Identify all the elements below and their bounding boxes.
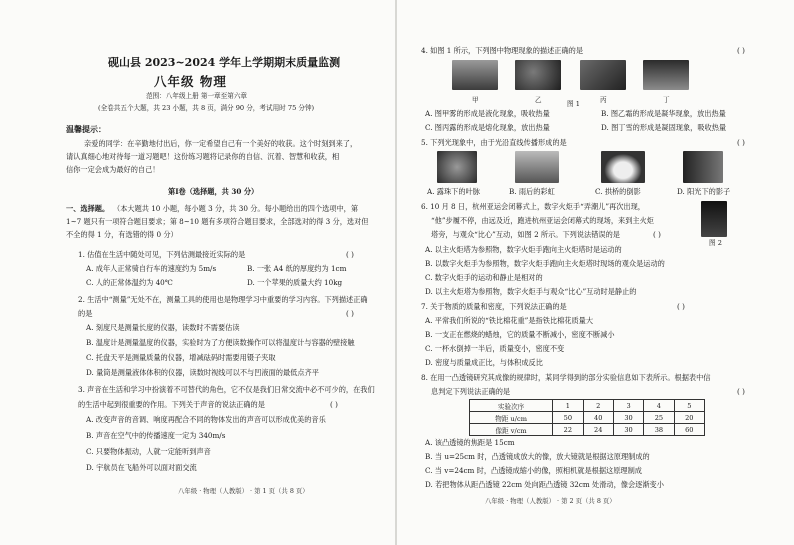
question-stem: 的是 <box>78 309 93 318</box>
option[interactable]: C. 一杯水倒掉一半后，质量变小，密度不变 <box>425 344 565 353</box>
question-stem: 的生活中起到很重要的作用。下列关于声音的说法正确的是 <box>78 400 265 409</box>
part1-desc: （本大题共 10 小题，每小题 3 分，共 30 分。每小题给出的四个选项中，第 <box>113 204 359 213</box>
table-cell: 实验次序 <box>470 400 553 412</box>
option[interactable]: D. 阳光下的影子 <box>677 187 731 196</box>
table-cell: 1 <box>553 400 583 412</box>
option[interactable]: B. 声音在空气中的传播速度一定为 340m/s <box>86 431 226 440</box>
table-cell: 2 <box>583 400 613 412</box>
option[interactable]: C. 拱桥的倒影 <box>595 187 641 196</box>
table-cell: 22 <box>553 424 583 436</box>
option[interactable]: B. 当 u=25cm 时，凸透镜成放大的像，放大镜就是根据这原理制成的 <box>425 452 650 461</box>
frost-image <box>515 60 561 90</box>
option[interactable]: B. 雨后的彩虹 <box>509 187 555 196</box>
table-cell: 30 <box>613 412 643 424</box>
section-title: 第Ⅰ卷（选择题，共 30 分） <box>168 187 259 196</box>
shadow-image <box>683 151 723 183</box>
option[interactable]: C. 人的正常体温约为 40℃ <box>86 278 173 287</box>
table-cell: 30 <box>613 424 643 436</box>
exam-page-2 <box>397 0 794 545</box>
exam-scope: 范围：八年级上册 第一章至第六章 <box>146 92 248 100</box>
option[interactable]: D. 图丁雪的形成是凝固现象，吸收热量 <box>601 123 727 132</box>
snow-image <box>643 60 689 90</box>
tips-line: 信你一定会成为最好的自己！ <box>66 165 160 174</box>
question-stem: 2. 生活中“测量”无处不在，测量工具的使用也是物理学习中重要的学习内容。下列描述正确 <box>78 295 368 304</box>
option[interactable]: B. 温度计是测量温度的仪器，实验时为了方便读数操作可以将温度计与容器的壁接触 <box>86 338 355 347</box>
table-cell: 24 <box>583 424 613 436</box>
table-cell: 60 <box>674 424 704 436</box>
bridge-reflection-image <box>601 151 645 183</box>
tips-line: 请认真细心地对待每一道习题吧！这份练习题将记录你的自信、沉着、智慧和收获，相 <box>66 152 340 161</box>
question-stem: 5. 下列光现象中，由于光沿直线传播形成的是 <box>421 138 567 147</box>
option[interactable]: A. 成年人正常骑自行车的速度约为 5m/s <box>86 264 217 273</box>
question-stem: 塔旁，与观众“比心”互动，如图 2 所示。下列说法错误的是 <box>431 230 620 239</box>
dewdrop-leaf-image <box>437 151 477 183</box>
option[interactable]: B. 一张 A4 纸的厚度约为 1cm <box>247 264 347 273</box>
digital-torchbearer-image <box>701 201 727 237</box>
option[interactable]: C. 只要物体振动，人就一定能听到声音 <box>86 447 211 456</box>
tips-line: 亲爱的同学：在辛勤地付出后，你一定希望自己有一个美好的收获。这个时刻到来了， <box>84 139 358 148</box>
table-cell: 20 <box>674 412 704 424</box>
table-row <box>470 424 705 436</box>
option[interactable]: D. 一个苹果的质量大约 10kg <box>247 278 343 287</box>
table-header-row <box>470 400 705 412</box>
option[interactable]: D. 量筒是测量液体体积的仪器，读数时视线可以不与凹液面的最低点齐平 <box>86 368 319 377</box>
option[interactable]: B. 图乙霜的形成是凝华现象，放出热量 <box>601 109 726 118</box>
option[interactable]: A. 该凸透镜的焦距是 15cm <box>425 438 515 447</box>
table-row <box>470 412 705 424</box>
figure-caption: 图 1 <box>567 100 580 108</box>
table-cell: 3 <box>613 400 643 412</box>
question-stem: 8. 在用一凸透镜研究其成像的规律时，某同学得到的部分实验信息如下表所示。根据表中信 <box>421 373 711 382</box>
option[interactable]: A. 图甲雾的形成是液化现象，吸收热量 <box>425 109 550 118</box>
answer-blank[interactable]: ( ) <box>737 46 745 55</box>
exam-subtitle: 八年级 物理 <box>154 74 227 89</box>
table-cell: 38 <box>644 424 674 436</box>
table-cell: 5 <box>674 400 704 412</box>
page-footer: 八年级 · 物理（人教版） · 第 1 页（共 8 页） <box>178 487 309 495</box>
answer-blank[interactable]: ( ) <box>677 302 685 311</box>
page-footer: 八年级 · 物理（人教版） · 第 2 页（共 8 页） <box>485 497 616 505</box>
question-stem: 息判定下列说法正确的是 <box>431 387 511 396</box>
option[interactable]: D. 密度与质量成正比，与体积成反比 <box>425 358 543 367</box>
picture-label: 丁 <box>663 96 670 104</box>
part1-desc: 不全的得 1 分，有选错的得 0 分） <box>66 230 178 239</box>
option[interactable]: C. 当 v=24cm 时，凸透镜成缩小的像，照相机就是根据这原理制成 <box>425 466 642 475</box>
option[interactable]: C. 图丙露的形成是熔化现象，放出热量 <box>425 123 550 132</box>
answer-blank[interactable]: ( ) <box>653 230 661 239</box>
exam-title: 砚山县 2023~2024 学年上学期期末质量监测 <box>108 56 341 69</box>
option[interactable]: B. 一支正在燃烧的蜡烛，它的质量不断减小，密度不断减小 <box>425 330 615 339</box>
answer-blank[interactable]: ( ) <box>330 400 338 409</box>
option[interactable]: B. 以数字火炬手为参照物，数字火炬手跑向主火炬塔时现场的观众是运动的 <box>425 259 665 268</box>
dew-image <box>580 60 626 90</box>
exam-page-1 <box>0 0 395 545</box>
option[interactable]: A. 露珠下的叶脉 <box>427 187 480 196</box>
part1-desc: 1~7 题只有一项符合题目要求；第 8~10 题有多项符合题目要求，全部选对的得 3 分，选对但 <box>66 217 369 226</box>
exam-note: (全卷共五个大题，共 23 小题，共 8 页，满分 90 分，考试用时 75 分钟) <box>98 104 315 112</box>
option[interactable]: C. 托盘天平是测量质量的仪器，增减砝码时需要用镊子夹取 <box>86 353 276 362</box>
picture-label: 乙 <box>535 96 542 104</box>
answer-blank[interactable]: ( ) <box>737 138 745 147</box>
option[interactable]: D. 以主火炬塔为参照物，数字火炬手与观众“比心”互动时是静止的 <box>425 287 637 296</box>
option[interactable]: A. 刻度尺是测量长度的仪器，读数时不需要估读 <box>86 323 240 332</box>
option[interactable]: A. 以主火炬塔为参照物，数字火炬手跑向主火炬塔时是运动的 <box>425 245 622 254</box>
answer-blank[interactable]: ( ) <box>346 309 354 318</box>
option[interactable]: D. 宇航员在飞船外可以面对面交流 <box>86 463 197 472</box>
question-stem: 4. 如图 1 所示，下列图中物理现象的描述正确的是 <box>421 46 584 55</box>
question-stem: “他”步履不停，由远及近，跑进杭州亚运会闭幕式的现场，来到主火炬 <box>431 216 654 225</box>
option[interactable]: D. 若把物体从距凸透镜 22cm 处向距凸透镜 32cm 处滑动，像会逐渐变小 <box>425 480 664 489</box>
table-cell: 50 <box>553 412 583 424</box>
table-cell: 40 <box>583 412 613 424</box>
table-cell: 物距 u/cm <box>470 412 553 424</box>
part1-title: 一、选择题。 <box>66 204 110 213</box>
question-stem: 7. 关于物质的质量和密度，下列说法正确的是 <box>421 302 567 311</box>
table-cell: 像距 v/cm <box>470 424 553 436</box>
tips-title: 温馨提示： <box>66 124 106 134</box>
picture-label: 丙 <box>600 96 607 104</box>
figure-caption: 图 2 <box>709 239 722 247</box>
option[interactable]: A. 改变声音的音调、响度再配合不同的物体发出的声音可以形成优美的音乐 <box>86 415 326 424</box>
lens-data-table <box>469 399 705 436</box>
option[interactable]: A. 平常我们所说的“铁比棉花重”是指铁比棉花质量大 <box>425 316 594 325</box>
picture-label: 甲 <box>472 96 479 104</box>
answer-blank[interactable]: ( ) <box>737 387 745 396</box>
question-stem: 1. 估值在生活中随处可见，下列估测最接近实际的是 <box>78 250 246 259</box>
table-cell: 25 <box>644 412 674 424</box>
question-stem: 6. 10 月 8 日，杭州亚运会闭幕式上，数字火炬手“弄潮儿”再次出现， <box>421 202 645 211</box>
rainbow-image <box>515 151 559 183</box>
fog-image <box>452 60 498 90</box>
answer-blank[interactable]: ( ) <box>346 250 354 259</box>
table-cell: 4 <box>644 400 674 412</box>
question-stem: 3. 声音在生活和学习中扮演着不可替代的角色，它不仅是我们日常交流中必不可少的，在我们 <box>78 385 375 394</box>
option[interactable]: C. 数字火炬手的运动和静止是相对的 <box>425 273 543 282</box>
